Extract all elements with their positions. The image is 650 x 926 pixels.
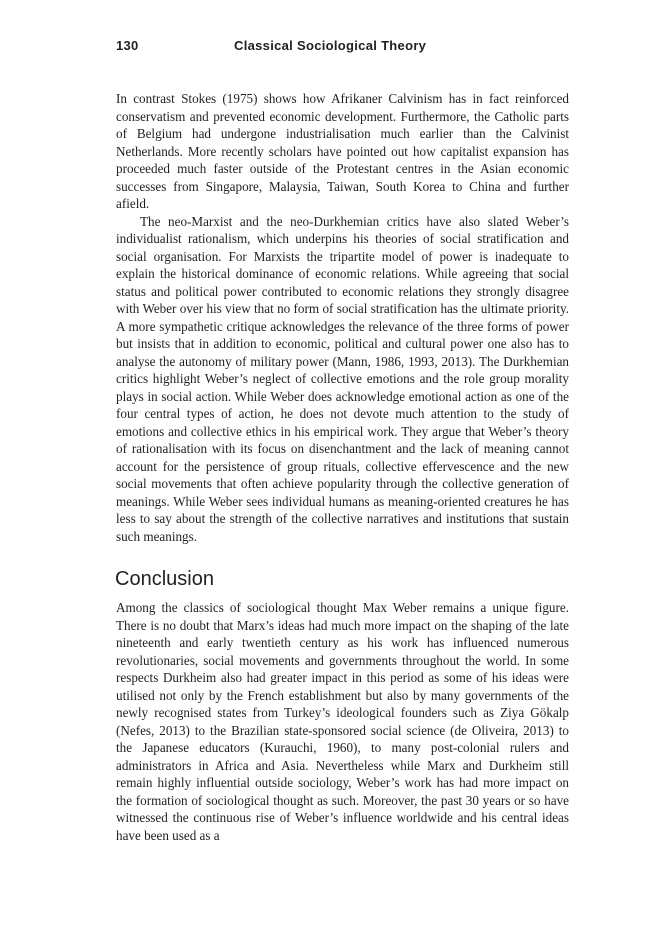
section-heading-conclusion: Conclusion <box>115 568 214 590</box>
paragraph-conclusion: Among the classics of sociological thought Max Weber remains a unique figure. There is no doubt that Marx’s ideas had much more impact on the shaping of the late nineteenth and early twentieth century as his work has influenced numerous revolutionaries, social movements and governments throughout the world. In some respects Durkheim also had greater impact in this period as some of his ideas were utilised not only by the French establishment but also by many governments of the newly recognised states from Turkey’s ideological founders such as Ziya Gökalp (Nefes, 2013) to the Brazilian state-sponsored social science (de Oliveira, 2013) to the Japanese educators (Kurauchi, 1960), to many post-colonial rulers and administrators in Africa and Asia. Nevertheless while Marx and Durkheim still remain highly influential outside sociology, Weber’s work has had more impact on the formation of sociological thought as such. Moreover, the past 30 years or so have witnessed the continuous rise of Weber’s influence worldwide and his central ideas have been used as a <box>116 600 569 843</box>
running-title: Classical Sociological Theory <box>234 38 427 53</box>
page-number: 130 <box>116 38 139 53</box>
book-page <box>116 38 569 844</box>
running-head <box>116 38 569 60</box>
body-text <box>116 90 569 844</box>
paragraph-stokes: In contrast Stokes (1975) shows how Afrikaner Calvinism has in fact reinforced conservatism and prevented economic development. Furthermore, the Catholic parts of Belgium had undergone industrialisation much earlier than the Calvinist Netherlands. More recently scholars have pointed out how capitalist expansion has proceeded much faster outside of the Protestant centres in the Asian economic successes from Singapore, Malaysia, Taiwan, South Korea to China and further afield. <box>116 91 569 211</box>
paragraph-critics: The neo-Marxist and the neo-Durkhemian critics have also slated Weber’s individualist rationalism, which underpins his theories of social stratification and social organisation. For Marxists the tripartite model of power is inadequate to explain the historical dominance of economic relations. While agreeing that social status and political power contributed to economic relations they strongly disagree with Weber over his view that no form of social stratification has the ultimate priority. A more sympathetic critique acknowledges the relevance of the three forms of power but insists that in addition to economic, political and cultural power one also has to analyse the autonomy of military power (Mann, 1986, 1993, 2013). The Durkhemian critics highlight Weber’s neglect of collective emotions and the role group morality plays in social action. While Weber does acknowledge emotional action as one of the four central types of action, he does not devote much attention to the study of emotions and collective ethics in his empirical work. They argue that Weber’s theory of rationalisation with its focus on disenchantment and the lack of meaning cannot account for the persistence of group rituals, collective effervescence and the new social movements that often achieve popularity through the collective generation of meanings. While Weber sees individual humans as meaning-oriented creatures he has less to say about the strength of the collective narratives and institutions that sustain such meanings. <box>116 213 569 544</box>
